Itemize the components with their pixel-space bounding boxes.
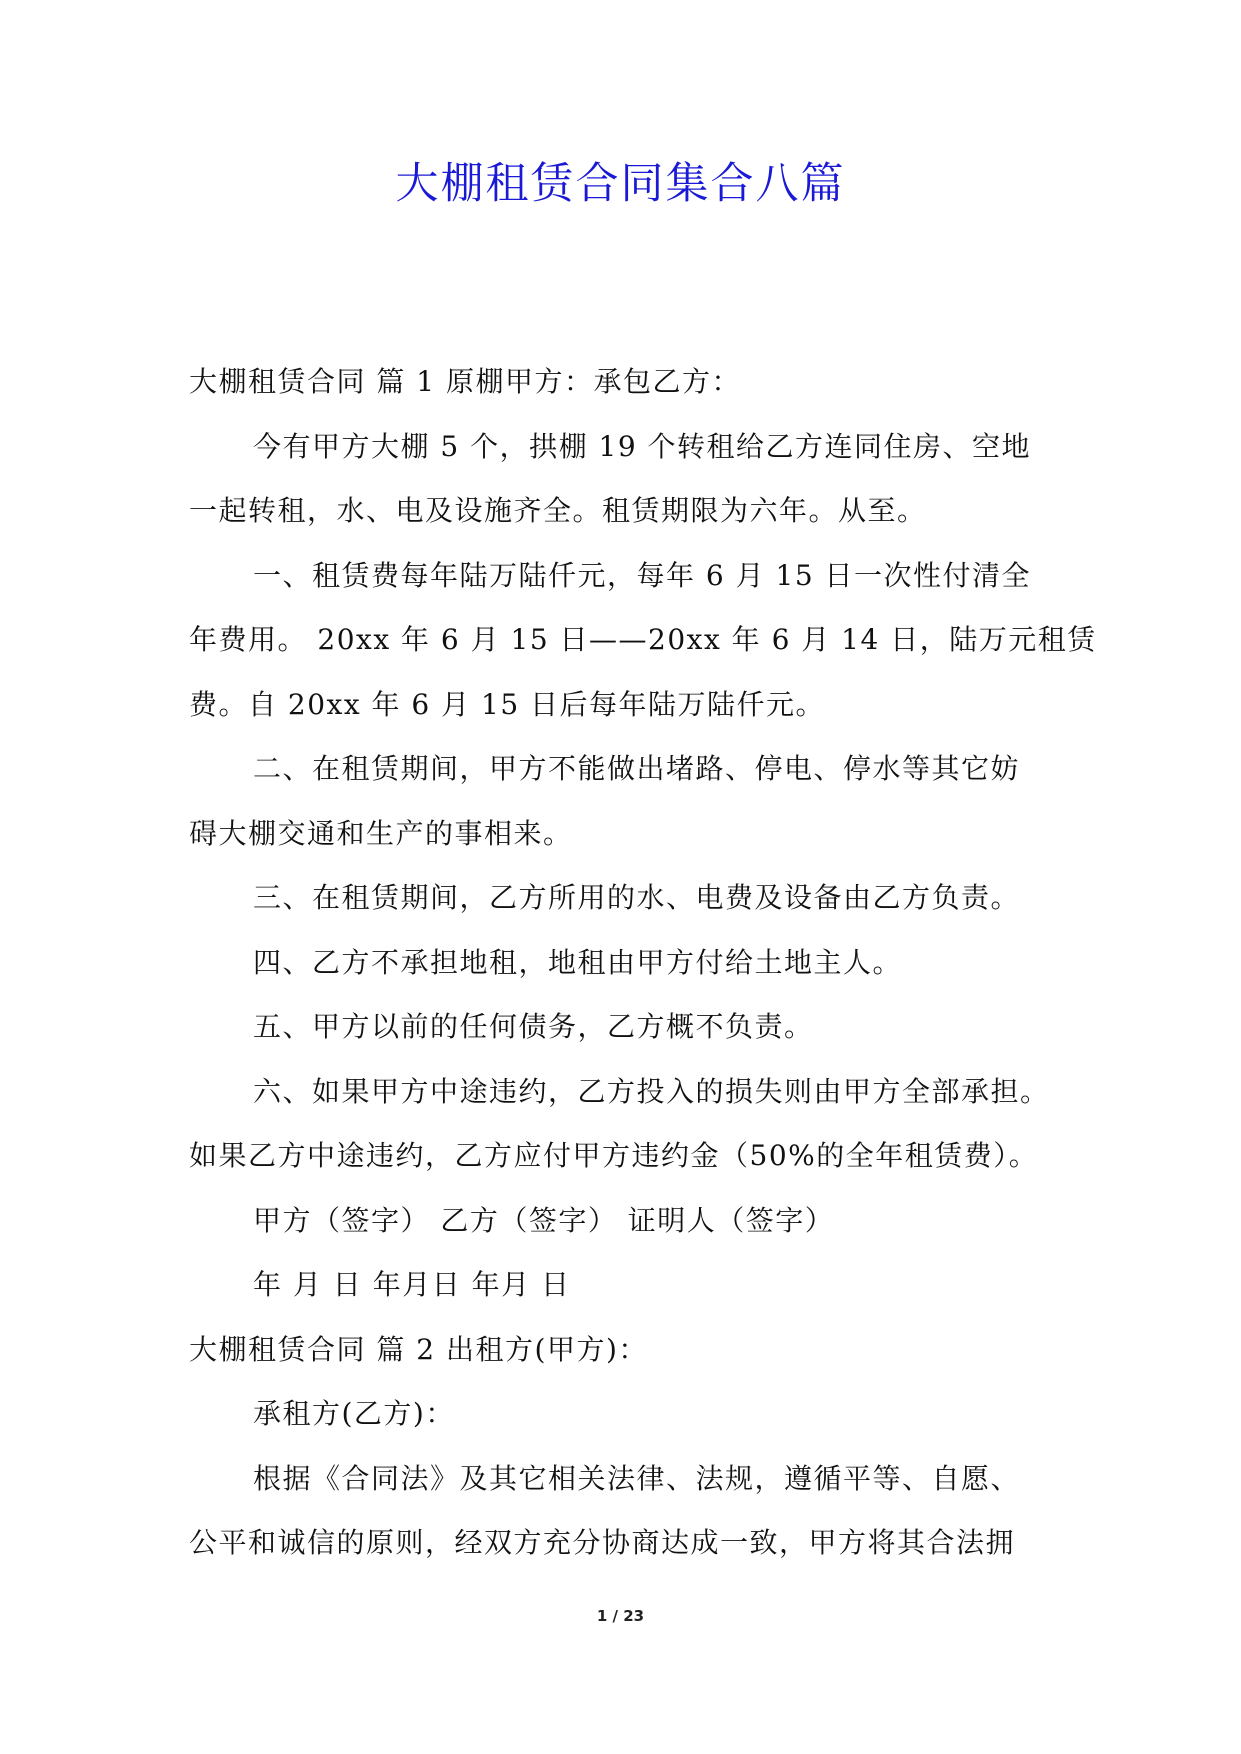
text-line: 一起转租，水、电及设施齐全。租赁期限为六年。从至。 bbox=[189, 494, 927, 527]
text-line: 如果乙方中途违约，乙方应付甲方违约金（50%的全年租赁费）。 bbox=[189, 1139, 1039, 1172]
text-line: 一、租赁费每年陆万陆仟元，每年 6 月 15 日一次性付清全 bbox=[253, 558, 1032, 592]
section-heading: 大棚租赁合同 篇 2 出租方(甲方)： bbox=[189, 1332, 648, 1366]
text-line: 六、如果甲方中途违约，乙方投入的损失则由甲方全部承担。 bbox=[253, 1074, 1050, 1108]
text-line: 承租方(乙方)： bbox=[253, 1397, 455, 1430]
text-line: 碍大棚交通和生产的事相来。 bbox=[189, 816, 573, 850]
page-number: 1 / 23 bbox=[596, 1607, 645, 1625]
signature-line: 甲方（签字） 乙方（签字） 证明人（签字） bbox=[253, 1203, 835, 1237]
text-line: 根据《合同法》及其它相关法律、法规，遵循平等、自愿、 bbox=[253, 1461, 1021, 1495]
text-line: 大棚租赁合同 篇 1 原棚甲方：承包乙方： bbox=[189, 365, 742, 398]
document-body bbox=[189, 350, 1097, 1576]
text-line: 二、在租赁期间，甲方不能做出堵路、停电、停水等其它妨 bbox=[253, 752, 1021, 785]
text-line: 今有甲方大棚 5 个，拱棚 19 个转租给乙方连同住房、空地 bbox=[253, 429, 1032, 463]
date-line: 年 月 日 年月日 年月 日 bbox=[253, 1268, 571, 1301]
text-line: 公平和诚信的原则，经双方充分协商达成一致，甲方将其合法拥 bbox=[189, 1526, 1016, 1559]
text-line: 五、甲方以前的任何债务，乙方概不负责。 bbox=[253, 1010, 814, 1043]
text-line: 三、在租赁期间，乙方所用的水、电费及设备由乙方负责。 bbox=[253, 881, 1021, 914]
document-title: 大棚租赁合同集合八篇 bbox=[395, 159, 846, 209]
text-line: 费。自 20xx 年 6 月 15 日后每年陆万陆仟元。 bbox=[189, 687, 826, 721]
text-line: 年费用。 20xx 年 6 月 15 日——20xx 年 6 月 14 日，陆万元租赁 bbox=[189, 623, 1097, 656]
text-line: 四、乙方不承担地租，地租由甲方付给土地主人。 bbox=[253, 945, 903, 979]
